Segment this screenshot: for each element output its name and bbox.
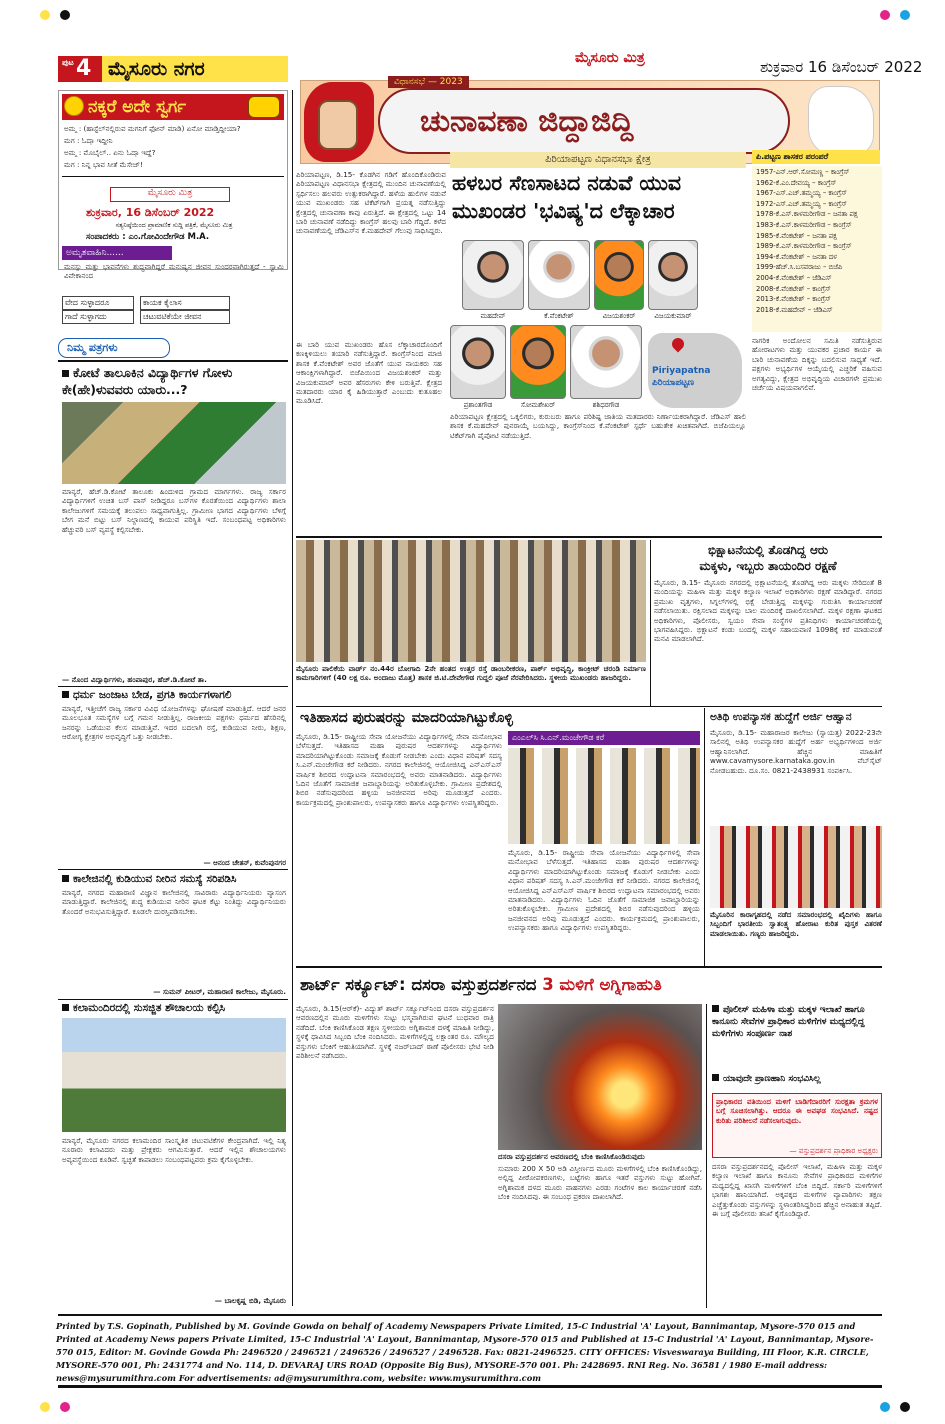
quote-sign: — ವಸ್ತುಪ್ರದರ್ಶನ ಪ್ರಾಧಿಕಾರ ಅಧ್ಯಕ್ಷರು <box>789 1146 878 1155</box>
lead-headline-1: ಹಳಬರ ಸೆಣಸಾಟದ ನಡುವೆ ಯುವ <box>452 171 682 195</box>
ballot-finger-icon <box>318 100 358 150</box>
beggar-title-2: ಮಕ್ಕಳು, ಇಬ್ಬರು ತಾಯಂದಿರ ರಕ್ಷಣೆ <box>699 559 837 573</box>
proverb-tag: ಕಾಯಕ ಕೈಲಾಸ <box>140 296 230 310</box>
section-title: ಮೈಸೂರು ನಗರ <box>108 58 205 80</box>
divider <box>650 540 651 706</box>
registration-mark-yellow <box>40 10 50 20</box>
divider <box>62 176 284 177</box>
divider <box>704 708 705 966</box>
police-subtitle <box>712 1074 882 1084</box>
proverb-tag: ಚಟುವಟಿಕೆಯೇ ಜೀವನ <box>140 310 230 324</box>
fire-headline <box>300 970 882 1000</box>
proverb-tag: ವೇದ ಸುಳ್ಳಾದರೂ <box>62 296 134 310</box>
history-body: ಮೈಸೂರು, ಡಿ.15- ರಾಷ್ಟ್ರೀಯ ಸೇವಾ ಯೋಜನೆಯು ವಿದ್ಯಾರ್ಥಿಗಳಲ್ಲಿ ಸೇವಾ ಮನೋಭಾವ ಬೆಳೆಸುತ್ತದೆ. ಇತಿಹಾಸದ ಮಹಾ ಪುರುಷರ ಆದರ್ಶಗಳನ್ನು ವಿದ್ಯಾರ್ಥಿಗಳು ಮಾದರಿಯಾಗಿಟ್ಟುಕೊಂಡು ಸಮಾಜಕ್ಕೆ ಕೊಡುಗೆ ನೀಡಬೇಕು ಎಂದು ವಿಧಾನ ಪರಿಷತ್ ಸದಸ್ಯ ಸಿ.ಎನ್.ಮಂಜೇಗೌಡ ಕರೆ ನೀಡಿದರು. ನಗರದ ಕಾಲೇಜಿನಲ್ಲಿ ಆಯೋಜಿಸಿದ್ದ ಎನ್‌ಎಸ್‌ಎಸ್ ವಾರ್ಷಿಕ ಶಿಬಿರದ ಉದ್ಘಾಟನಾ ಸಮಾರಂಭದಲ್ಲಿ ಅವರು ಮಾತನಾಡಿದರು. ವಿದ್ಯಾರ್ಥಿಗಳು ಓದಿನ ಜೊತೆಗೆ ಸಾಮಾಜಿಕ ಜವಾಬ್ದಾರಿಯನ್ನು ಅರಿತುಕೊಳ್ಳಬೇಕು. ಗ್ರಾಮೀಣ ಪ್ರದೇಶದಲ್ಲಿ ಶಿಬಿರ ನಡೆಸುವುದರಿಂದ ಹಳ್ಳಿಯ ಜನಜೀವನದ ಅರಿವು ಮೂಡುತ್ತದೆ ಎಂದರು. ಕಾರ್ಯಕ್ರಮದಲ್ಲಿ ಪ್ರಾಂಶುಪಾಲರು, ಉಪನ್ಯಾಸಕರು ಹಾಗೂ ವಿದ್ಯಾರ್ಥಿಗಳು ಉಪಸ್ಥಿತರಿದ್ದರು. <box>296 732 502 807</box>
bullet-icon <box>62 1004 69 1011</box>
quote-head: ಅಮೃತವಾಹಿನಿ...... <box>62 246 172 260</box>
history-body-2: ಮೈಸೂರು, ಡಿ.15- ರಾಷ್ಟ್ರೀಯ ಸೇವಾ ಯೋಜನೆಯು ವಿದ್ಯಾರ್ಥಿಗಳಲ್ಲಿ ಸೇವಾ ಮನೋಭಾವ ಬೆಳೆಸುತ್ತದೆ. ಇತಿಹಾಸದ ಮಹಾ ಪುರುಷರ ಆದರ್ಶಗಳನ್ನು ವಿದ್ಯಾರ್ಥಿಗಳು ಮಾದರಿಯಾಗಿಟ್ಟುಕೊಂಡು ಸಮಾಜಕ್ಕೆ ಕೊಡುಗೆ ನೀಡಬೇಕು ಎಂದು ವಿಧಾನ ಪರಿಷತ್ ಸದಸ್ಯ ಸಿ.ಎನ್.ಮಂಜೇಗೌಡ ಕರೆ ನೀಡಿದರು. ನಗರದ ಕಾಲೇಜಿನಲ್ಲಿ ಆಯೋಜಿಸಿದ್ದ ಎನ್‌ಎಸ್‌ಎಸ್ ವಾರ್ಷಿಕ ಶಿಬಿರದ ಉದ್ಘಾಟನಾ ಸಮಾರಂಭದಲ್ಲಿ ಅವರು ಮಾತನಾಡಿದರು. ವಿದ್ಯಾರ್ಥಿಗಳು ಓದಿನ ಜೊತೆಗೆ ಸಾಮಾಜಿಕ ಜವಾಬ್ದಾರಿಯನ್ನು ಅರಿತುಕೊಳ್ಳಬೇಕು. ಗ್ರಾಮೀಣ ಪ್ರದೇಶದಲ್ಲಿ ಶಿಬಿರ ನಡೆಸುವುದರಿಂದ ಹಳ್ಳಿಯ ಜನಜೀವನದ ಅರಿವು ಮೂಡುತ್ತದೆ ಎಂದರು. ಕಾರ್ಯಕ್ರಮದಲ್ಲಿ ಪ್ರಾಂಶುಪಾಲರು, ಉಪನ್ಯಾಸಕರು ಹಾಗೂ ವಿದ್ಯಾರ್ಥಿಗಳು ಉಪಸ್ಥಿತರಿದ್ದರು. <box>508 848 700 933</box>
prison-event-photo <box>710 826 882 908</box>
quote-text: ಪ್ರಾಧಿಕಾರದ ವತಿಯಿಂದ ಮಳಿಗೆ ಬಾಡಿಗೆದಾರರಿಗೆ ಸುರಕ್ಷತಾ ಕ್ರಮಗಳ ಬಗ್ಗೆ ಸೂಚಿಸಲಾಗಿತ್ತು. ಆದರೂ ಈ ಅವಘಡ ಸಂಭವಿಸಿದೆ. ನಷ್ಟದ ಕುರಿತು ಪರಿಶೀಲನೆ ನಡೆಸಲಾಗುವುದು. <box>716 1097 878 1125</box>
registration-mark-black <box>60 10 70 20</box>
column-divider <box>292 90 293 1306</box>
mini-date: ಶುಕ್ರವಾರ, 16 ಡಿಸೆಂಬರ್ 2022 <box>86 206 215 219</box>
divider <box>706 1004 707 1308</box>
page-number: 4 <box>76 56 92 81</box>
kalamandira-photo <box>62 1018 286 1132</box>
letter-body: ಮಾನ್ಯರೆ, ಹೆಚ್.ಡಿ.ಕೋಟೆ ತಾಲೂಕು ಹಿಂದುಳಿದ ಗ್ರಾಮದ ಮಾರ್ಗಗಳು. ರಾಜ್ಯ ಸರ್ಕಾರ ವಿದ್ಯಾರ್ಥಿಗಳಿಗೆ ಉಚಿತ ಬಸ್ ಪಾಸ್ ನೀಡಿದ್ದರೂ ಬಸ್‌ಗಳ ಕೊರತೆಯಿಂದ ವಿದ್ಯಾರ್ಥಿಗಳು ಶಾಲಾ ಕಾಲೇಜುಗಳಿಗೆ ಸಮಯಕ್ಕೆ ತಲುಪಲು ಸಾಧ್ಯವಾಗುತ್ತಿಲ್ಲ. ಗ್ರಾಮೀಣ ಭಾಗದ ವಿದ್ಯಾರ್ಥಿಗಳು ಬೆಳಿಗ್ಗೆ ಬೇಗ ಮನೆ ಬಿಟ್ಟು ಬಸ್ ನಿಲ್ದಾಣದಲ್ಲಿ ಕಾಯುವ ಪರಿಸ್ಥಿತಿ ಇದೆ. ಸಂಬಂಧಪಟ್ಟ ಅಧಿಕಾರಿಗಳು ಹೆಚ್ಚುವರಿ ಬಸ್ ವ್ಯವಸ್ಥೆ ಕಲ್ಪಿಸಬೇಕು. <box>62 487 286 534</box>
timeline-title: ಪಿ.ಪಟ್ಟಣ ಶಾಸಕರ ಪರಂಪರೆ <box>752 150 880 164</box>
lead-body: ಪಿರಿಯಾಪಟ್ಟಣ, ಡಿ.15- ಕೊಡಗಿನ ಗಡಿಗೆ ಹೊಂದಿಕೊಂಡಿರುವ ಪಿರಿಯಾಪಟ್ಟಣ ವಿಧಾನಸಭಾ ಕ್ಷೇತ್ರದಲ್ಲಿ ಮುಂದಿನ ಚುನಾವಣೆಯಲ್ಲಿ ಸ್ಪರ್ಧಿಸಲು ಹಲವರು ಉತ್ಸುಕರಾಗಿದ್ದಾರೆ. ಹಳೆಯ ಹುಲಿಗಳ ನಡುವೆ ಯುವ ಮುಖಂಡರು ಸಹ ಟಿಕೆಟ್‌ಗಾಗಿ ಪ್ರಯತ್ನ ನಡೆಸುತ್ತಿದ್ದು ಕ್ಷೇತ್ರದಲ್ಲಿ ಚುನಾವಣಾ ಕಾವು ಏರುತ್ತಿದೆ. ಈ ಕ್ಷೇತ್ರದಲ್ಲಿ ಒಟ್ಟು 14 ಬಾರಿ ಚುನಾವಣೆ ನಡೆದಿದ್ದು ಕಾಂಗ್ರೆಸ್ ಹಲವು ಬಾರಿ ಗೆದ್ದಿದೆ. ಕಳೆದ ಚುನಾವಣೆಯಲ್ಲಿ ಜೆಡಿಎಸ್‌ನ ಕೆ.ಮಹದೇವ್ ಗೆಲುವು ಸಾಧಿಸಿದ್ದರು. <box>296 170 446 236</box>
issue-date: ಶುಕ್ರವಾರ 16 ಡಿಸೆಂಬರ್ 2022 <box>760 58 923 76</box>
letter-body: ಮಾನ್ಯರೆ, ಮೈಸೂರು ನಗರದ ಕಲಾಮಂದಿರ ಸಾಂಸ್ಕೃತಿಕ ಚಟುವಟಿಕೆಗಳ ಕೇಂದ್ರವಾಗಿದೆ. ಇಲ್ಲಿ ನಿತ್ಯ ನೂರಾರು ಕಲಾವಿದರು ಮತ್ತು ಪ್ರೇಕ್ಷಕರು ಆಗಮಿಸುತ್ತಾರೆ. ಆದರೆ ಇಲ್ಲಿನ ಶೌಚಾಲಯಗಳು ಅವ್ಯವಸ್ಥೆಯಿಂದ ಕೂಡಿವೆ. ಸ್ವಚ್ಛತೆ ಕಾಪಾಡಲು ಸಂಬಂಧಪಟ್ಟವರು ಕ್ರಮ ಕೈಗೊಳ್ಳಬೇಕು. <box>62 1136 286 1164</box>
fire-photo-caption: ದಸರಾ ವಸ್ತುಪ್ರದರ್ಶನ ಆವರಣದಲ್ಲಿ ಬೆಂಕಿ ಕಾಣಿಸಿಕೊಂಡಿರುವುದು <box>498 1152 645 1161</box>
police-body: ದಸರಾ ವಸ್ತುಪ್ರದರ್ಶನದಲ್ಲಿ ಪೊಲೀಸ್ ಇಲಾಖೆ, ಮಹಿಳಾ ಮತ್ತು ಮಕ್ಕಳ ಕಲ್ಯಾಣ ಇಲಾಖೆ ಹಾಗೂ ಕಾನೂನು ಸೇವೆಗಳ ಪ್ರಾಧಿಕಾರದ ಮಳಿಗೆಗಳ ಮಧ್ಯದಲ್ಲಿದ್ದ ಖಾಸಗಿ ಮಳಿಗೆಗಳಿಗೆ ಬೆಂಕಿ ಬಿದ್ದಿದೆ. ಸರ್ಕಾರಿ ಮಳಿಗೆಗಳಿಗೆ ಭಾಗಶಃ ಹಾನಿಯಾಗಿದೆ. ಅಕ್ಕಪಕ್ಕದ ಮಳಿಗೆಗಳ ವ್ಯಾಪಾರಿಗಳು ತಕ್ಷಣ ಎಚ್ಚೆತ್ತುಕೊಂಡು ವಸ್ತುಗಳನ್ನು ಸ್ಥಳಾಂತರಿಸಿದ್ದರಿಂದ ಹೆಚ್ಚಿನ ಅನಾಹುತ ತಪ್ಪಿದೆ. ಈ ಬಗ್ಗೆ ಪೊಲೀಸರು ತನಿಖೆ ಕೈಗೊಂಡಿದ್ದಾರೆ. <box>712 1162 882 1219</box>
beggar-title-1: ಭಿಕ್ಷಾಟನೆಯಲ್ಲಿ ತೊಡಗಿದ್ದ ಆರು <box>707 543 829 557</box>
mini-tagline: ಸತ್ಯನಿಷ್ಠೆಯಿಂದ ಪ್ರಾಮಾಣಿಕ ಸುದ್ದಿ ಪತ್ರಿಕೆ, ಮೈಸೂರು ಮಿತ್ರ <box>115 221 233 229</box>
candidate-name: ಮಹದೇವ್ <box>480 312 506 320</box>
mini-masthead: ಮೈಸೂರು ಮಿತ್ರ <box>110 187 230 202</box>
imprint-footer: Printed by T.S. Gopinath, Published by M. Govinde Gowda on behalf of Academy Newspapers Private Limited, 15-C Industrial 'A' Layout, Bannimantap, Mysore-570 015 and Printed at Academy News papers Private Limited, 15-C Industrial 'A' Layout, Bannimantap, Mysore-570 015 and Published at 15-C Industrial 'A' Layout, Bannimantap, Mysore-570 015, Editor: M. Govinde Gowda Ph: 2496520 / 2496521 / 2496526 / 2496527 / 2496528. Fax: 0821-2496525. CITY OFFICES: Visveswaraya Building, III Floor, K.R. CIRCLE, MYSORE-570 001, Ph: 2431774 and No. 114, D. DEVARAJ URS ROAD (Opposite Big Bus), MYSORE-570 001. Ph: 2428695. RNI Reg. No. 36581 / 1980 E-mail address: news@mysurumithra.com For advertisements: ad@mysurumithra.com, website: www.mysurumithra.com <box>56 1321 874 1383</box>
candidate-name: ವಿಜಯಕುಮಾರ್ <box>654 312 692 320</box>
lead-kicker: ಪಿರಿಯಾಪಟ್ಟಣ ವಿಧಾನಸಭಾ ಕ್ಷೇತ್ರ <box>450 152 746 168</box>
timeline-list <box>752 166 882 332</box>
cartoon-icon <box>248 96 280 118</box>
candidate-photo <box>510 325 566 399</box>
divider <box>296 706 882 707</box>
quote-text: ಮನಸ್ಸು ಮತ್ತು ಭಾವನೆಗಳು ಶುದ್ಧವಾಗಿದ್ದರೆ ಮನುಷ್ಯನ ಜೀವನ ಸುಂದರವಾಗಿರುತ್ತದೆ - ಸ್ವಾಮಿ ವಿವೇಕಾನಂದ <box>64 262 284 281</box>
divider <box>296 536 882 538</box>
letter-title <box>62 688 286 702</box>
editor-line: ಸಂಪಾದಕರು : ಎಂ.ಗೋವಿಂದೇಗೌಡ M.A. <box>86 232 210 242</box>
timeline-item: 1985-ಕೆ.ವೆಂಕಟೇಶ್ – ಜನತಾ ಪಕ್ಷ <box>756 231 837 240</box>
timeline-item: 1999-ಹೆಚ್.ಸಿ.ಬಸವರಾಜು – ಬಿಜೆಪಿ <box>756 263 843 272</box>
beggar-body: ಮೈಸೂರು, ಡಿ.15- ಮೈಸೂರು ನಗರದಲ್ಲಿ ಭಿಕ್ಷಾಟನೆಯಲ್ಲಿ ತೊಡಗಿದ್ದ ಆರು ಮಕ್ಕಳು ಸೇರಿದಂತೆ 8 ಮಂದಿಯನ್ನು ಮಹಿಳಾ ಮತ್ತು ಮಕ್ಕಳ ಕಲ್ಯಾಣ ಇಲಾಖೆ ಅಧಿಕಾರಿಗಳು ರಕ್ಷಣೆ ಮಾಡಿದ್ದಾರೆ. ನಗರದ ಪ್ರಮುಖ ವೃತ್ತಗಳು, ಸಿಗ್ನಲ್‌ಗಳಲ್ಲಿ ಭಿಕ್ಷೆ ಬೇಡುತ್ತಿದ್ದ ಮಕ್ಕಳನ್ನು ಗುರುತಿಸಿ ಕಾರ್ಯಾಚರಣೆ ನಡೆಸಲಾಯಿತು. ರಕ್ಷಿಸಲಾದ ಮಕ್ಕಳನ್ನು ಬಾಲ ಮಂದಿರಕ್ಕೆ ದಾಖಲಿಸಲಾಗಿದೆ. ಮಕ್ಕಳ ರಕ್ಷಣಾ ಘಟಕದ ಅಧಿಕಾರಿಗಳು, ಪೊಲೀಸರು, ಸ್ವಯಂ ಸೇವಾ ಸಂಸ್ಥೆಗಳ ಪ್ರತಿನಿಧಿಗಳು ಕಾರ್ಯಾಚರಣೆಯಲ್ಲಿ ಭಾಗವಹಿಸಿದ್ದರು. ಭಿಕ್ಷಾಟನೆ ಕಂಡು ಬಂದಲ್ಲಿ ಮಕ್ಕಳ ಸಹಾಯವಾಣಿ 1098ಕ್ಕೆ ಕರೆ ಮಾಡುವಂತೆ ಮನವಿ ಮಾಡಲಾಗಿದೆ. <box>654 578 882 644</box>
letter-body: ಮಾನ್ಯರೆ, ನಗರದ ಮಹಾರಾಣಿ ವಿಜ್ಞಾನ ಕಾಲೇಜಿನಲ್ಲಿ ಸಾವಿರಾರು ವಿದ್ಯಾರ್ಥಿನಿಯರು ವ್ಯಾಸಂಗ ಮಾಡುತ್ತಿದ್ದಾರೆ. ಕಾಲೇಜಿನಲ್ಲಿ ಶುದ್ಧ ಕುಡಿಯುವ ನೀರಿನ ಘಟಕ ಕೆಟ್ಟು ನಿಂತಿದ್ದು ವಿದ್ಯಾರ್ಥಿನಿಯರು ತೊಂದರೆ ಅನುಭವಿಸುತ್ತಿದ್ದಾರೆ. ಕೂಡಲೇ ದುರಸ್ತಿಪಡಿಸಬೇಕು. <box>62 888 286 916</box>
letter-signature: — ನೊಂದ ವಿದ್ಯಾರ್ಥಿಗಳು, ಹಂಪಾಪುರ, ಹೆಚ್.ಡಿ.ಕೋಟೆ ತಾ. <box>62 675 207 684</box>
divider <box>58 686 288 687</box>
letter-body: ಮಾನ್ಯರೆ, ಇತ್ತೀಚೆಗೆ ರಾಜ್ಯ ಸರ್ಕಾರ ವಿವಿಧ ಯೋಜನೆಗಳನ್ನು ಘೋಷಣೆ ಮಾಡುತ್ತಿದೆ. ಆದರೆ ಜನರ ಮೂಲಭೂತ ಸಮಸ್ಯೆಗಳ ಬಗ್ಗೆ ಗಮನ ನೀಡುತ್ತಿಲ್ಲ. ರಾಜಕೀಯ ಪಕ್ಷಗಳು ಧರ್ಮದ ಹೆಸರಿನಲ್ಲಿ ಜನರನ್ನು ಒಡೆಯುವ ಕೆಲಸ ಮಾಡುತ್ತಿವೆ. ಇದರ ಬದಲಾಗಿ ರಸ್ತೆ, ಕುಡಿಯುವ ನೀರು, ಶಿಕ್ಷಣ, ಆರೋಗ್ಯ ಕ್ಷೇತ್ರಗಳ ಅಭಿವೃದ್ಧಿಗೆ ಒತ್ತು ನೀಡಬೇಕು. <box>62 704 286 742</box>
candidate-photo <box>528 240 590 310</box>
timeline-item: 1989-ಕೆ.ಎಸ್.ಕಾಳಮರೀಗೌಡ – ಕಾಂಗ್ರೆಸ್ <box>756 242 852 251</box>
map-label-en: Piriyapatna <box>652 366 711 376</box>
masthead: ಮೈಸೂರು ಮಿತ್ರ <box>575 50 645 66</box>
nss-event-photo <box>508 748 700 844</box>
timeline-item: 1983-ಕೆ.ಎಸ್.ಕಾಳಮರೀಗೌಡ – ಕಾಂಗ್ರೆಸ್ <box>756 220 852 229</box>
timeline-item: 1967-ಎಸ್.ಎಚ್.ತಮ್ಮಯ್ಯ – ಕಾಂಗ್ರೆಸ್ <box>756 189 847 198</box>
lead-body: ಈ ಬಾರಿ ಯುವ ಮುಖಂಡರು ಹೊಸ ಲೆಕ್ಕಾಚಾರದೊಂದಿಗೆ ಕಣಕ್ಕಿಳಿಯಲು ತಯಾರಿ ನಡೆಸುತ್ತಿದ್ದಾರೆ. ಕಾಂಗ್ರೆಸ್‌ನಿಂದ ಮಾಜಿ ಶಾಸಕ ಕೆ.ವೆಂಕಟೇಶ್ ಅವರ ಜೊತೆಗೆ ಯುವ ನಾಯಕರು ಸಹ ಆಕಾಂಕ್ಷಿಗಳಾಗಿದ್ದಾರೆ. ಬಿಜೆಪಿಯಿಂದ ವಿಜಯಶಂಕರ್ ಮತ್ತು ವಿಜಯಕುಮಾರ್ ಅವರ ಹೆಸರುಗಳು ಕೇಳಿ ಬರುತ್ತಿವೆ. ಕ್ಷೇತ್ರದ ಮತದಾರರು ಯಾರ ಕೈ ಹಿಡಿಯುತ್ತಾರೆ ಎಂಬುದು ಕುತೂಹಲ ಮೂಡಿಸಿದೆ. <box>296 340 442 406</box>
page-number-box <box>58 56 102 82</box>
candidate-photo <box>570 325 642 399</box>
letter-title-text: ಕಾಲೇಜಿನಲ್ಲಿ ಕುಡಿಯುವ ನೀರಿನ ಸಮಸ್ಯೆ ಸರಿಪಡಿಸಿ <box>73 873 237 885</box>
fire-photo <box>498 1004 702 1150</box>
lead-body: ಪಿರಿಯಾಪಟ್ಟಣ ಕ್ಷೇತ್ರದಲ್ಲಿ ಒಕ್ಕಲಿಗರು, ಕುರುಬರು ಹಾಗೂ ಪರಿಶಿಷ್ಟ ಜಾತಿಯ ಮತದಾರರು ನಿರ್ಣಾಯಕರಾಗಿದ್ದಾರೆ. ಜೆಡಿಎಸ್ ಹಾಲಿ ಶಾಸಕ ಕೆ.ಮಹದೇವ್ ಪುನರಾಯ್ಕೆ ಬಯಸಿದ್ದು, ಕಾಂಗ್ರೆಸ್‌ನಿಂದ ಕೆ.ವೆಂಕಟೇಶ್ ಸ್ಪರ್ಧೆ ಬಹುತೇಕ ಖಚಿತವಾಗಿದೆ. ಬಿಜೆಪಿಯಲ್ಲೂ ಟಿಕೆಟ್‌ಗಾಗಿ ಪೈಪೋಟಿ ನಡೆಯುತ್ತಿದೆ. <box>450 412 746 440</box>
registration-mark-magenta <box>880 10 890 20</box>
joke-line: ಮಗ : ಓದ್ತಾ ಇದ್ದೀನಿ <box>64 136 113 145</box>
timeline-item: 1978-ಕೆ.ಎಸ್.ಕಾಳಮರೀಗೌಡ – ಜನತಾ ಪಕ್ಷ <box>756 210 858 219</box>
candidate-name: ಸೋಮಶೇಖರ್ <box>520 401 556 409</box>
bullet-icon <box>712 1074 719 1081</box>
history-speaker: ಎಂಎಲ್‌ಸಿ ಸಿ.ಎನ್.ಮಂಜೇಗೌಡ ಕರೆ <box>508 731 700 745</box>
police-title <box>712 1004 882 1040</box>
letter-title-text: ಕಲಾಮಂದಿರದಲ್ಲಿ ಸುಸಜ್ಜಿತ ಶೌಚಾಲಯ ಕಲ್ಪಿಸಿ <box>73 1002 226 1014</box>
joke-line: ಅಮ್ಮ : (ಹಾಸ್ಟೆಲ್‌ನಲ್ಲಿರುವ ಮಗನಿಗೆ ಫೋನ್ ಮಾಡಿ) ಏನೋ ಮಾಡ್ತಿದ್ದೀಯಾ? <box>64 124 241 133</box>
footer-bottom-rule <box>58 1385 882 1388</box>
joke-title: ನಕ್ಕರೆ ಅದೇ ಸ್ವರ್ಗ <box>62 94 284 120</box>
timeline-item: 1994-ಕೆ.ವೆಂಕಟೇಶ್ – ಜನತಾ ದಳ <box>756 252 837 261</box>
joke-line: ಮಗ : ನಿನ್ನ ಭಾವ ಸೀತೆ ಮೆಸೇಜ್! <box>64 160 143 169</box>
candidate-name: ಪ್ರಶಾಂತಗೌಡ <box>463 401 493 409</box>
registration-mark-magenta <box>60 1402 70 1412</box>
candidate-photo <box>462 240 524 310</box>
letter-title <box>62 872 286 886</box>
timeline-item: 1957-ಎನ್.ಆರ್.ಸೋಮಣ್ಣ – ಕಾಂಗ್ರೆಸ್ <box>756 168 850 176</box>
timeline-item: 1972-ಎಸ್.ಎಚ್.ತಮ್ಮಯ್ಯ – ಕಾಂಗ್ರೆಸ್ <box>756 199 847 208</box>
police-subtitle-text: ಯಾವುದೇ ಪ್ರಾಣಹಾನಿ ಸಂಭವಿಸಿಲ್ಲ <box>723 1074 821 1084</box>
lead-headline-2: ಮುಖಂಡರ 'ಭವಿಷ್ಯ'ದ ಲೆಕ್ಕಾಚಾರ <box>452 199 675 223</box>
timeline-item: 2008-ಕೆ.ವೆಂಕಟೇಶ್ – ಕಾಂಗ್ರೆಸ್ <box>756 284 831 293</box>
registration-mark-cyan <box>900 10 910 20</box>
timeline-item: 1962-ಕೆ.ಎಂ.ದೇವಯ್ಯ – ಕಾಂಗ್ರೆಸ್ <box>756 178 837 187</box>
divider <box>296 966 882 968</box>
joke-line: ಅಮ್ಮ : ಮೊಬೈಲ್.. ಏನು ಓದ್ತಾ ಇದ್ದೆ? <box>64 148 156 157</box>
timeline-item: 2004-ಕೆ.ವೆಂಕಟೇಶ್ – ಜೆಡಿಎಸ್ <box>756 273 832 282</box>
letter-title-text: ಕೋಟೆ ತಾಲೂಕಿನ ವಿದ್ಯಾರ್ಥಿಗಳ ಗೋಳು ಕೇ(ಹೇ)ಳುವವರು ಯಾರು...? <box>62 365 233 397</box>
page-abbrev: ಪುಟ <box>62 58 74 67</box>
letter-title-text: ಧರ್ಮ ಜಂಜಾಟ ಬೇಡ, ಪ್ರಗತಿ ಕಾರ್ಯಗಳಾಗಲಿ <box>73 689 232 701</box>
registration-mark-cyan <box>880 1402 890 1412</box>
letter-signature: — ಆನಂದ ಚೇತನ್, ಕುವೆಂಪುನಗರ <box>203 858 286 867</box>
ward-event-photo <box>296 540 646 662</box>
fire-headline-text: ಶಾರ್ಟ್ ಸರ್ಕ್ಯೂಟ್: ದಸರಾ ವಸ್ತುಪ್ರದರ್ಶನದ <box>300 975 537 994</box>
candidate-name: ಶಶಿಧರಗೌಡ <box>592 401 620 409</box>
candidate-name: ಕೆ.ವೆಂಕಟೇಶ್ <box>544 312 574 320</box>
proverb-tag: ಗಾದೆ ಸುಳ್ಳಾಗದು <box>62 310 134 324</box>
timeline-item: 2013-ಕೆ.ವೆಂಕಟೇಶ್ – ಕಾಂಗ್ರೆಸ್ <box>756 295 831 304</box>
candidate-photo <box>594 240 644 310</box>
divider <box>58 869 288 870</box>
letters-tag: ನಿಮ್ಮ ಪತ್ರಗಳು <box>58 338 170 358</box>
bullet-icon <box>62 370 69 377</box>
map-label-kn: ಪಿರಿಯಾಪಟ್ಟಣ <box>652 378 695 388</box>
divider <box>58 999 288 1000</box>
bullet-icon <box>712 1005 719 1012</box>
lead-body: ನಾಗರಿಕ ಅಂದೋಲನ ಸಮಿತಿ ನಡೆಸುತ್ತಿರುವ ಹೋರಾಟಗಳು ಮತ್ತು ಯುವಕರ ಪ್ರಚಾರ ಕಾರ್ಯ ಈ ಬಾರಿ ಚುನಾವಣೆಯ ದಿಕ್ಕನ್ನು ಬದಲಿಸುವ ಸಾಧ್ಯತೆ ಇದೆ. ಪಕ್ಷಗಳು ಅಭ್ಯರ್ಥಿಗಳ ಆಯ್ಕೆಯಲ್ಲಿ ಎಚ್ಚರಿಕೆ ವಹಿಸುವ ಅಗತ್ಯವಿದ್ದು, ಕ್ಷೇತ್ರದ ಅಭಿವೃದ್ಧಿಯ ವಿಚಾರಗಳೇ ಪ್ರಮುಖ ಚರ್ಚೆಯ ವಿಷಯವಾಗಲಿವೆ. <box>752 336 882 393</box>
letter-title <box>62 1001 286 1015</box>
history-title: ಇತಿಹಾಸದ ಪುರುಷರನ್ನು ಮಾದರಿಯಾಗಿಟ್ಟುಕೊಳ್ಳಿ <box>300 710 513 726</box>
registration-mark-black <box>900 1402 910 1412</box>
lecturer-title: ಅತಿಥಿ ಉಪನ್ಯಾಸಕ ಹುದ್ದೆಗೆ ಅರ್ಜಿ ಆಹ್ವಾನ <box>710 711 852 723</box>
timeline-item: 2018-ಕೆ.ಮಹದೇವ್ – ಜೆಡಿಎಸ್ <box>756 305 833 314</box>
letter-title <box>62 364 286 398</box>
prison-event-caption: ಮೈಸೂರಿನ ಕಾರಾಗೃಹದಲ್ಲಿ ನಡೆದ ಸಮಾರಂಭದಲ್ಲಿ ಖೈದಿಗಳು ಹಾಗೂ ಸಿಬ್ಬಂದಿಗೆ ಭಾರತೀಯ ಸ್ವಾತಂತ್ರ್ಯ ಹೋರಾಟ ಕುರಿತ ಪುಸ್ತಕ ವಿತರಣೆ ಮಾಡಲಾಯಿತು. ಗಣ್ಯರು ಹಾಜರಿದ್ದರು. <box>710 910 882 938</box>
candidate-photo <box>450 325 506 399</box>
divider <box>58 360 288 362</box>
letter-signature: — ಸುಮನ್ ಪೀಟರ್, ಮಹಾರಾಣಿ ಕಾಲೇಜು, ಮೈಸೂರು. <box>153 987 286 996</box>
banner-label: ವಿಧಾನಸಭೆ — 2023 <box>388 76 469 88</box>
police-title-text: ಪೊಲೀಸ್ ಮಹಿಳಾ ಮತ್ತು ಮಕ್ಕಳ ಇಲಾಖೆ ಹಾಗೂ ಕಾನೂನು ಸೇವೆಗಳ ಪ್ರಾಧಿಕಾರ ಮಳಿಗೆಗಳ ಮಧ್ಯದಲ್ಲಿದ್ದ ಮಳಿಗೆಗಳು ಸಂಪೂರ್ಣ ನಾಶ <box>712 1005 865 1039</box>
candidate-photo <box>648 240 698 310</box>
letter-signature: — ಬಾಲಕೃಷ್ಣ ಬಿಡಿ, ಮೈಸೂರು <box>214 1296 286 1305</box>
fire-headline-red: 3 ಮಳಿಗೆ ಅಗ್ನಿಗಾಹುತಿ <box>542 975 662 994</box>
bullet-icon <box>62 691 69 698</box>
candidate-name: ವಿಜಯಶಂಕರ್ <box>602 312 636 320</box>
laughing-face-icon <box>64 96 84 116</box>
banner-title: ಚುನಾವಣಾ ಜಿದ್ದಾಜಿದ್ದಿ <box>420 104 634 139</box>
students-bus-photo <box>62 402 286 484</box>
registration-mark-yellow <box>40 1402 50 1412</box>
fire-body-2: ಸುಮಾರು 200 X 50 ಅಡಿ ವಿಸ್ತೀರ್ಣದ ಮೂರು ಮಳಿಗೆಗಳಲ್ಲಿ ಬೆಂಕಿ ಕಾಣಿಸಿಕೊಂಡಿದ್ದು, ಅಲ್ಲಿದ್ದ ಪೀಠೋಪಕರಣಗಳು, ಬಟ್ಟೆಗಳು ಹಾಗೂ ಇತರೆ ವಸ್ತುಗಳು ಸುಟ್ಟು ಹೋಗಿವೆ. ಅಗ್ನಿಶಾಮಕ ದಳದ ಮೂರು ವಾಹನಗಳು ಎರಡು ಗಂಟೆಗಳ ಕಾಲ ಕಾರ್ಯಾಚರಣೆ ನಡೆಸಿ ಬೆಂಕಿ ನಂದಿಸಿದವು. ಈ ಸಂಬಂಧ ಪ್ರಕರಣ ದಾಖಲಾಗಿದೆ. <box>498 1164 702 1202</box>
footer-rule <box>58 1314 882 1316</box>
bullet-icon <box>62 875 69 882</box>
ward-event-caption: ಮೈಸೂರು ಪಾಲಿಕೆಯ ವಾರ್ಡ್ ನಂ.44ರ ಬೋಗಾದಿ 2ನೇ ಹಂತದ ಉತ್ತರ ರಸ್ತೆ ಡಾಂಬರೀಕರಣ, ಪಾರ್ಕ್ ಅಭಿವೃದ್ಧಿ, ಕಾಂಕ್ರೀಟ್ ಚರಂಡಿ ನಿರ್ಮಾಣ ಕಾಮಗಾರಿಗಳಿಗೆ (40 ಲಕ್ಷ ರೂ. ಅಂದಾಜು ಮೊತ್ತ) ಶಾಸಕ ಜಿ.ಟಿ.ದೇವೇಗೌಡ ಗುದ್ದಲಿ ಪೂಜೆ ನೆರವೇರಿಸಿದರು. ಸ್ಥಳೀಯ ಮುಖಂಡರು ಹಾಜರಿದ್ದರು. <box>296 664 646 683</box>
lecturer-body: ಮೈಸೂರು, ಡಿ.15- ಮಹಾರಾಜರ ಕಾಲೇಜು (ಸ್ವಾಯತ್ತ) 2022-23ನೇ ಸಾಲಿನಲ್ಲಿ ಅತಿಥಿ ಉಪನ್ಯಾಸಕರ ಹುದ್ದೆಗೆ ಅರ್ಹ ಅಭ್ಯರ್ಥಿಗಳಿಂದ ಅರ್ಜಿ ಆಹ್ವಾನಿಸಲಾಗಿದೆ. ಹೆಚ್ಚಿನ ಮಾಹಿತಿಗೆ www.cavamysore.karnataka.gov.in ವೆಬ್‌ಸೈಟ್ ನೋಡಬಹುದು. ದೂ.ಸಂ. 0821-2438931 ಸಂಪರ್ಕಿಸಿ. <box>710 728 882 775</box>
karnataka-outline-icon <box>808 86 874 156</box>
fire-body: ಮೈಸೂರು, ಡಿ.15(ಆರ್‌ಕೆ)- ವಿದ್ಯುತ್ ಶಾರ್ಟ್ ಸರ್ಕ್ಯೂಟ್‌ನಿಂದ ದಸರಾ ವಸ್ತುಪ್ರದರ್ಶನ ಆವರಣದಲ್ಲಿನ ಮೂರು ಮಳಿಗೆಗಳು ಸುಟ್ಟು ಭಸ್ಮವಾಗಿರುವ ಘಟನೆ ಬುಧವಾರ ರಾತ್ರಿ ನಡೆದಿದೆ. ಬೆಂಕಿ ಕಾಣಿಸಿಕೊಂಡ ತಕ್ಷಣ ಸ್ಥಳೀಯರು ಅಗ್ನಿಶಾಮಕ ದಳಕ್ಕೆ ಮಾಹಿತಿ ನೀಡಿದ್ದು, ಸ್ಥಳಕ್ಕೆ ಧಾವಿಸಿದ ಸಿಬ್ಬಂದಿ ಬೆಂಕಿ ನಂದಿಸಿದರು. ಮಳಿಗೆಗಳಲ್ಲಿದ್ದ ಲಕ್ಷಾಂತರ ರೂ. ಮೌಲ್ಯದ ವಸ್ತುಗಳು ಬೆಂಕಿಗೆ ಆಹುತಿಯಾಗಿವೆ. ಸ್ಥಳಕ್ಕೆ ನಜರ್‌ಬಾದ್ ಠಾಣೆ ಪೊಲೀಸರು ಭೇಟಿ ನೀಡಿ ಪರಿಶೀಲನೆ ನಡೆಸಿದರು. <box>296 1004 494 1061</box>
